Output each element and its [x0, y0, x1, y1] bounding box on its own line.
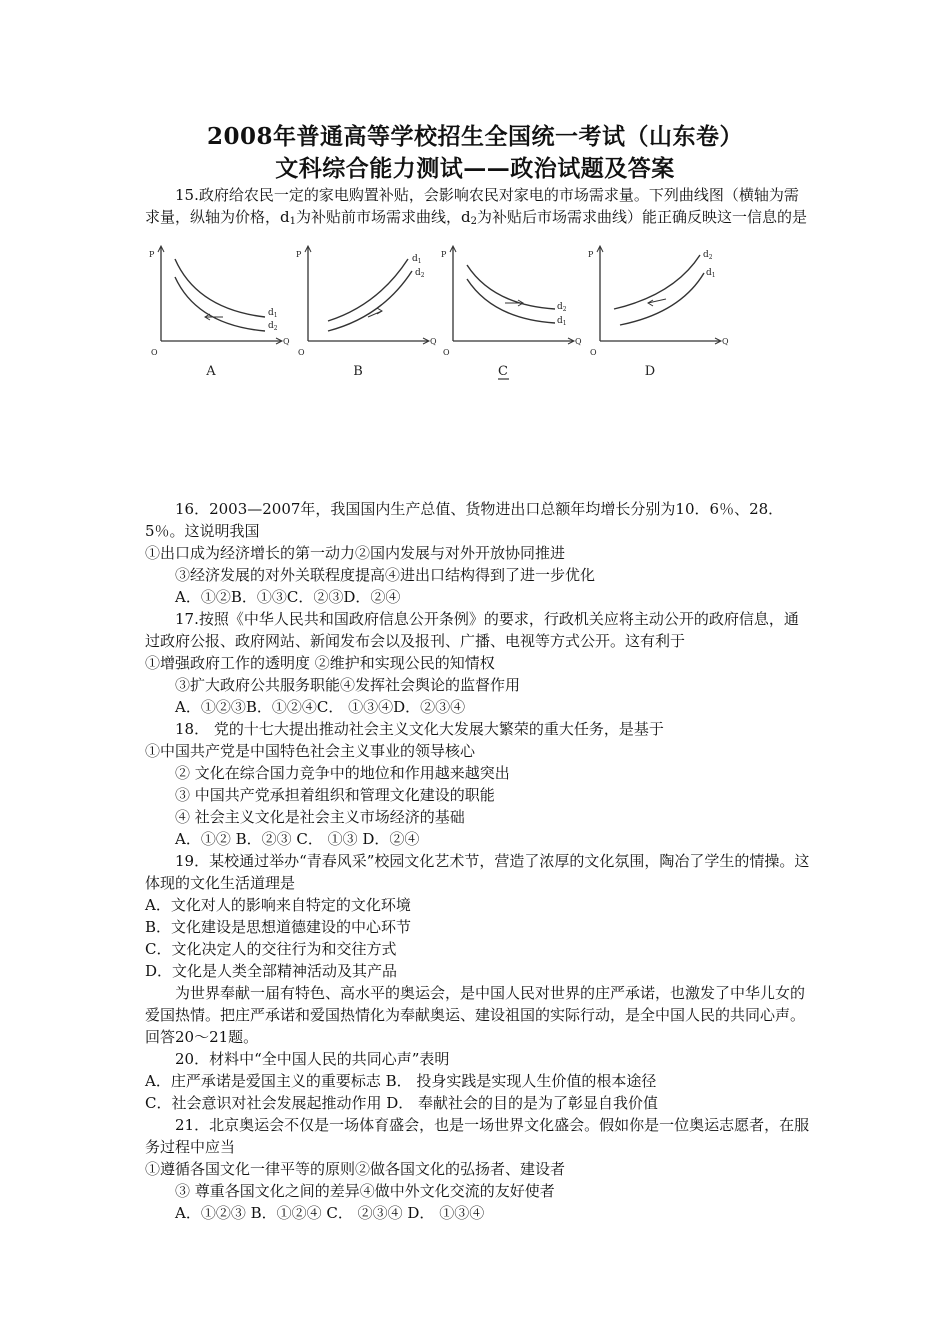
demand-curve-lower: [620, 273, 704, 325]
question-15: 15.政府给农民一定的家电购置补贴，会影响农民对家电的市场需求量。下列曲线图（横轴为需求量，纵轴为价格，$d_1$为补贴前市场需求曲线，$d_2$为补贴后市场需求曲线）能正确反映这一信息的是: [145, 186, 807, 227]
axis-label-p: P: [296, 250, 302, 259]
origin-label: O: [590, 348, 597, 357]
text-line: 为世界奉献一届有特色、高水平的奥运会，是中国人民对世界的庄严承诺，也激发了中华儿女的爱国热情。把庄严承诺和爱国热情化为奉献奥运、建设祖国的实际行动，是全中国人民的共同心声。回答20～21题。: [145, 984, 806, 1046]
shift-arrow-head: [377, 308, 382, 314]
text-line: A．①②③B．①②④C． ①③④D．②③④: [175, 698, 466, 716]
text-line: C．社会意识对社会发展起推动作用 D． 奉献社会的目的是为了彰显自我价值: [145, 1094, 659, 1112]
text-line: 21．北京奥运会不仅是一场体育盛会，也是一场世界文化盛会。假如你是一位奥运志愿者，在服务过程中应当: [145, 1116, 810, 1156]
panel-label-C: C: [498, 364, 508, 379]
text-line: ③扩大政府公共服务职能④发挥社会舆论的监督作用: [175, 676, 521, 694]
curve-label-lower: $d_1$: [706, 268, 716, 279]
text-line: ③ 尊重各国文化之间的差异④做中外文化交流的友好使者: [175, 1182, 555, 1200]
text-line: 20．材料中“全中国人民的共同心声”表明: [175, 1050, 450, 1068]
text-line: ④ 社会主义文化是社会主义市场经济的基础: [175, 808, 465, 826]
curve-label-upper: $d_1$: [412, 254, 422, 265]
text-line: A．①② B．②③ C． ①③ D．②④: [175, 830, 420, 848]
axis-label-q: Q: [722, 337, 729, 346]
text-line: ①增强政府工作的透明度 ②维护和实现公民的知情权: [145, 654, 495, 672]
curve-label-lower: $d_1$: [557, 316, 567, 327]
panel-label-B: B: [353, 364, 363, 379]
axis-label-q: Q: [283, 337, 290, 346]
axis-label-p: P: [588, 250, 594, 259]
panel-label-D: D: [644, 364, 656, 379]
demand-curve-figure: [145, 245, 810, 450]
text-line: ①出口成为经济增长的第一动力②国内发展与对外开放协同推进: [145, 544, 566, 562]
text-line: ③ 中国共产党承担着组织和管理文化建设的职能: [175, 786, 495, 804]
shift-arrow-head: [648, 300, 653, 306]
axis-label-q: Q: [575, 337, 582, 346]
origin-label: O: [151, 348, 158, 357]
text-line: A．文化对人的影响来自特定的文化环境: [145, 896, 411, 914]
demand-curve-svg: [145, 245, 810, 450]
curve-label-lower: $d_2$: [415, 268, 425, 279]
axis-label-p: P: [441, 250, 447, 259]
curve-label-upper: $d_2$: [557, 302, 567, 313]
text-line: ①遵循各国文化一律平等的原则②做各国文化的弘扬者、建设者: [145, 1160, 566, 1178]
text-line: ③经济发展的对外关联程度提高④进出口结构得到了进一步优化: [175, 566, 596, 584]
text-line: ①中国共产党是中国特色社会主义事业的领导核心: [145, 742, 476, 760]
text-line: ② 文化在综合国力竞争中的地位和作用越来越突出: [175, 764, 510, 782]
title-line-1: 2008年普通高等学校招生全国统一考试（山东卷）: [206, 123, 743, 150]
text-line: A．庄严承诺是爱国主义的重要标志 B． 投身实践是实现人生价值的根本途径: [145, 1072, 657, 1090]
text-line: 16．2003—2007年，我国国内生产总值、货物进出口总额年均增长分别为10．6％、28．5％。这说明我国: [145, 500, 784, 540]
text-line: A．①②③ B．①②④ C． ②③④ D． ①③④: [175, 1204, 485, 1222]
demand-curve-lower: [328, 271, 412, 331]
demand-curve-upper: [175, 259, 265, 317]
text-line: B．文化建设是思想道德建设的中心环节: [145, 918, 412, 936]
curve-label-upper: $d_2$: [703, 250, 713, 261]
demand-curve-lower: [467, 279, 555, 323]
origin-label: O: [298, 348, 305, 357]
question-lines: [145, 498, 810, 1224]
curve-label-lower: $d_2$: [268, 321, 278, 332]
demand-curve-upper: [467, 265, 555, 309]
text-line: A．①②B．①③C．②③D．②④: [175, 588, 401, 606]
axis-label-q: Q: [430, 337, 437, 346]
panel-label-A: A: [206, 364, 216, 379]
text-line: 17.按照《中华人民共和国政府信息公开条例》的要求，行政机关应将主动公开的政府信息，通过政府公报、政府网站、新闻发布会以及报刊、广播、电视等方式公开。这有利于: [145, 610, 799, 650]
demand-curve-upper: [328, 259, 408, 321]
text-line: 19．某校通过举办“青春风采”校园文化艺术节，营造了浓厚的文化氛围，陶冶了学生的情操。这体现的文化生活道理是: [145, 852, 810, 892]
title-line-2: 文科综合能力测试——政治试题及答案: [275, 155, 675, 182]
curve-label-upper: $d_1$: [268, 308, 278, 319]
axis-label-p: P: [149, 250, 155, 259]
origin-label: O: [443, 348, 450, 357]
question-content: [145, 184, 810, 1224]
text-line: 18． 党的十七大提出推动社会主义文化大发展大繁荣的重大任务，是基于: [175, 720, 664, 738]
demand-curve-lower: [175, 277, 265, 331]
text-line: D．文化是人类全部精神活动及其产品: [145, 962, 398, 980]
text-line: C．文化决定人的交往行为和交往方式: [145, 940, 397, 958]
